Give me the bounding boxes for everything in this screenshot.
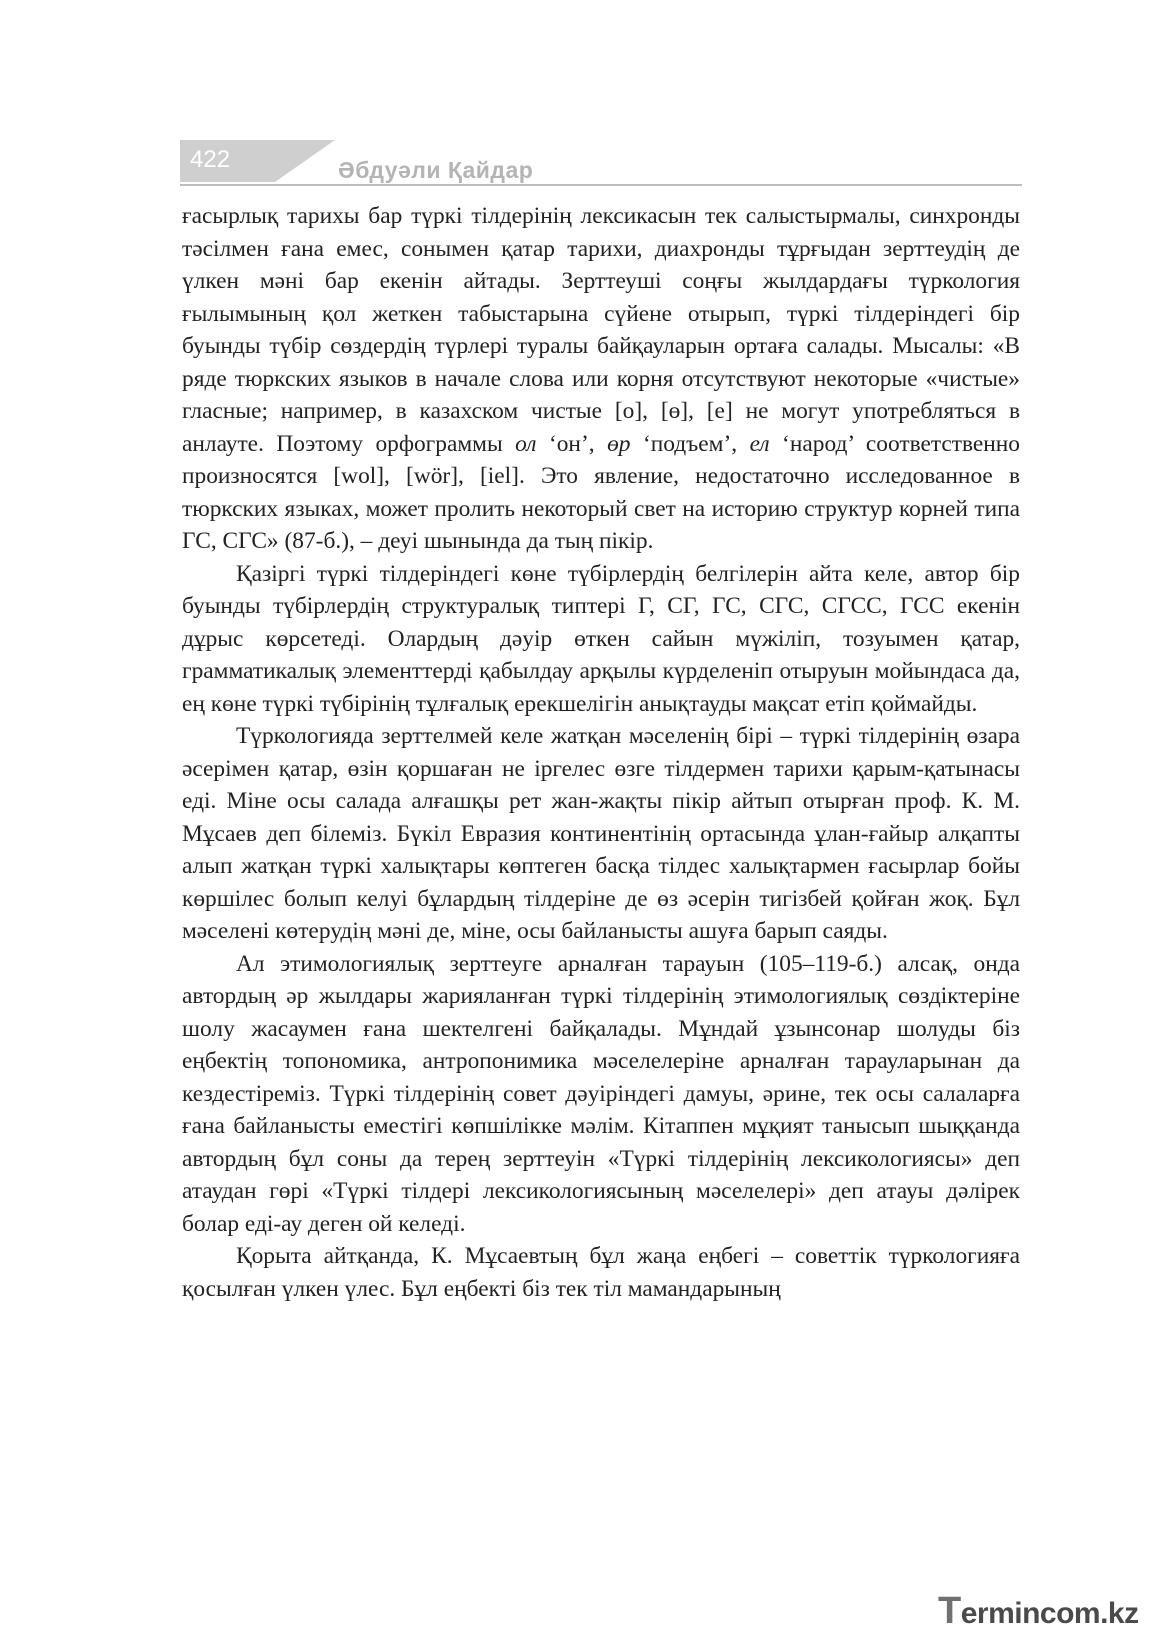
paragraph-2: Қазіргі түркі тілдеріндегі көне түбірлердің белгілерін айта келе, автор бір буынды түбірлердің структуралық типтері Г, СГ, ГС, СГС, СГСС, ГСС екенін дұрыс көрсетеді. Олардың дәуір өткен сайын мүжіліп, тозуымен қатар, грамматикалық элементтерді қабылдау арқылы күрделеніп отыруын мойындаса да, ең көне түркі түбірінің тұлғалық ерекшелігін анықтауды мақсат етіп қоймайды. [182, 560, 1020, 717]
gloss-or: ‘подъем’, [630, 430, 750, 457]
page-number: 422 [190, 146, 231, 173]
paragraph-1-text-end: ‘народ’ соответственно произносятся [wol], [wör], [iel]. Это явление, недостаточно исследованное в тюркских языках, может пролить некоторый свет на историю структур корней типа ГС, СГС» (87-б.), – деуі шынында да тың пікір. [182, 430, 1020, 554]
running-author-name: Әбдуәли Қайдар [338, 157, 534, 183]
site-watermark [938, 1590, 1139, 1633]
word-ol: ол [515, 430, 537, 457]
paragraph-1 [182, 200, 1020, 558]
paragraph-5: Қорыта айтқанда, К. Мұсаевтың бұл жаңа еңбегі – советтік түркологияға қосылған үлкен үлес. Бұл еңбекті біз тек тіл мамандарының [182, 1243, 1020, 1302]
running-header [180, 140, 1022, 190]
word-or: өр [607, 430, 631, 457]
watermark-lead-letter: T [938, 1590, 961, 1632]
paragraph-3: Түркологияда зерттелмей келе жатқан мәселенің бірі – түркі тілдерінің өзара әсерімен қатар, өзін қоршаған не іргелес өзге тілдермен тарихи қарым-қатынасы еді. Міне осы салада алғашқы рет жан-жақты пікір айтып отырған проф. К. М. Мұсаев деп білеміз. Бүкіл Евразия континентінің ортасында ұлан-ғайыр алқапты алып жатқан түркі халықтары көптеген басқа тілдес халықтармен ғасырлар бойы көршілес болып келуі бұлардың тілдеріне де өз әсерін тигізбей қойған жоқ. Бұл мәселені көтерудің мәні де, міне, осы байланысты ашуға барып саяды. [182, 723, 1020, 944]
paragraph-1-text-start: ғасырлық тарихы бар түркі тілдерінің лексикасын тек салыстырмалы, синхронды тәсілмен ғана емес, сонымен қатар тарихи, диахронды тұрғыдан зерттеудің де үлкен мәні бар екенін айтады. Зерттеуші соңғы жылдардағы түркология ғылымының қол жеткен табыстарына сүйене отырып, түркі тілдеріндегі бір буынды түбір сөздердің түрлері туралы байқауларын ортаға салады. Мысалы: «В ряде тюркских языков в начале слова или корня отсутствуют некоторые «чистые» гласные; например, в казахском чистые [о], [ө], [е] не могут употребляться в анлауте. Поэтому орфограммы [182, 203, 1020, 457]
paragraph-4: Ал этимологиялық зерттеуге арналған тарауын (105–119-б.) алсақ, онда автордың әр жылдары жарияланған түркі тілдерінің этимологиялық сөздіктеріне шолу жасаумен ғана шектелгені байқалады. Мұндай ұзынсонар шолуды біз еңбектің топономика, антропонимика мәселелеріне арналған тарауларынан да кездестіреміз. Түркі тілдерінің совет дәуіріндегі дамуы, әрине, тек осы салаларға ғана байланысты еместігі көпшілікке мәлім. Кітаппен мұқият танысып шыққанда автордың бұл соны да терең зерттеуін «Түркі тілдерінің лексикологиясы» деп атаудан гөрі «Түркі тілдері лексикологиясының мәселелері» деп атауы дәлірек болар еді-ау деген ой келеді. [182, 950, 1020, 1237]
header-rule [180, 184, 1022, 186]
page-tab-slant [275, 140, 335, 182]
watermark-text: ermincom.kz [960, 1597, 1139, 1630]
gloss-ol: ‘он’, [536, 430, 608, 457]
body-text [182, 200, 1020, 1305]
word-el: ел [749, 430, 770, 457]
page-number-tab [180, 140, 275, 182]
